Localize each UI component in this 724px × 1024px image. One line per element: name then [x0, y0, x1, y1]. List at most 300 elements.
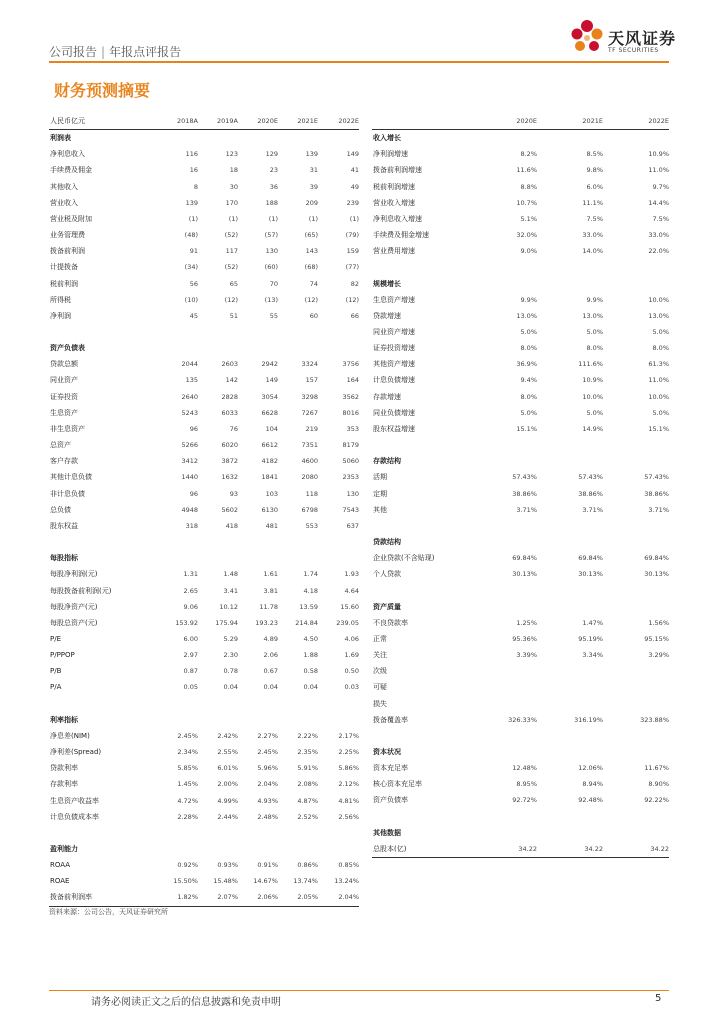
- column-header: 2020E: [472, 113, 537, 130]
- table-row: [372, 712, 669, 728]
- cell-value: 2.42%: [217, 731, 238, 740]
- cell-value: 1.88: [303, 651, 318, 660]
- row-label: 总股本(亿): [372, 841, 472, 858]
- cell-value: [278, 534, 318, 550]
- cell-value: 1632: [221, 473, 238, 482]
- cell-value: (79): [345, 231, 359, 240]
- cell-value: 31: [309, 166, 318, 175]
- cell-value: 1.82%: [157, 889, 198, 906]
- cell-value: 5.0%: [586, 408, 603, 417]
- cell-value: 34.22: [472, 841, 537, 858]
- cell-value: [472, 534, 537, 550]
- cell-value: 1.47%: [582, 618, 603, 627]
- cell-value: [238, 340, 278, 356]
- row-label: 资产负债率: [373, 796, 408, 805]
- cell-value: 18: [229, 166, 238, 175]
- cell-value: 60: [309, 311, 318, 320]
- cell-value: [198, 825, 238, 841]
- cell-value: 418: [225, 521, 238, 530]
- table-row: [49, 615, 359, 631]
- cell-value: 5.0%: [652, 328, 669, 337]
- cell-value: 103: [265, 489, 278, 498]
- cell-value: 38.86%: [644, 489, 669, 498]
- cell-value: 8016: [342, 408, 359, 417]
- row-label: 不良贷款率: [373, 618, 408, 627]
- row-label: 拨备前利润: [50, 247, 85, 256]
- cell-value: [603, 276, 669, 292]
- cell-value: 13.0%: [516, 311, 537, 320]
- row-label: 每股总资产(元): [50, 618, 98, 627]
- row-label: 资本充足率: [373, 764, 408, 773]
- table-row: [372, 227, 669, 243]
- cell-value: 36.9%: [516, 360, 537, 369]
- cell-value: 157: [305, 376, 318, 385]
- cell-value: [198, 841, 238, 857]
- cell-value: 2.27%: [257, 731, 278, 740]
- cell-value: 3324: [301, 360, 318, 369]
- cell-value: 111.6%: [578, 360, 603, 369]
- row-label: 生息资产收益率: [50, 796, 99, 805]
- row-label: 同业负债增速: [373, 408, 415, 417]
- row-label: 营业费用增速: [373, 247, 415, 256]
- cell-value: 33.0%: [582, 231, 603, 240]
- row-label: 客户存款: [50, 457, 78, 466]
- cell-value: 6.00: [183, 634, 198, 643]
- table-row: [49, 857, 359, 873]
- cell-value: (65): [304, 231, 318, 240]
- cell-value: 2.08%: [297, 780, 318, 789]
- growth-ratios-table: [372, 113, 669, 858]
- cell-value: [157, 324, 198, 340]
- table-row: [49, 486, 359, 502]
- cell-value: 135: [185, 376, 198, 385]
- section-header-row: [372, 534, 669, 550]
- row-label: 其他: [373, 505, 387, 514]
- table-row: [49, 292, 359, 308]
- cell-value: 13.0%: [648, 311, 669, 320]
- cell-value: 56: [189, 279, 198, 288]
- table-row: [372, 405, 669, 421]
- cell-value: 5.0%: [520, 328, 537, 337]
- cell-value: 8.95%: [516, 780, 537, 789]
- cell-value: 41: [350, 166, 359, 175]
- cell-value: 1.45%: [177, 780, 198, 789]
- cell-value: 1440: [181, 473, 198, 482]
- cell-value: 4.93%: [257, 796, 278, 805]
- row-label: 证券投资增速: [373, 344, 415, 353]
- table-row: [372, 776, 669, 792]
- cell-value: [318, 696, 359, 712]
- cell-value: [198, 550, 238, 566]
- row-label: 损失: [373, 699, 387, 708]
- cell-value: [472, 453, 537, 469]
- cell-value: 118: [305, 489, 318, 498]
- cell-value: 32.0%: [516, 231, 537, 240]
- cell-value: 0.86%: [297, 861, 318, 870]
- cell-value: [318, 340, 359, 356]
- cell-value: 481: [265, 521, 278, 530]
- cell-value: 0.78: [223, 667, 238, 676]
- section-label: 存款结构: [373, 457, 401, 466]
- cell-value: 34.22: [537, 841, 603, 858]
- row-label: 同业资产: [50, 376, 78, 385]
- table-row: [49, 453, 359, 469]
- footer-disclaimer: 请务必阅读正文之后的信息披露和免责申明: [91, 997, 281, 1008]
- row-label: P/A: [50, 683, 62, 692]
- row-label: [372, 259, 472, 275]
- cell-value: [603, 825, 669, 841]
- cell-value: 4.72%: [177, 796, 198, 805]
- section-header-row: [49, 130, 359, 147]
- cell-value: [603, 696, 669, 712]
- report-type: 年报点评报告: [109, 45, 182, 59]
- cell-value: 13.59: [299, 602, 318, 611]
- cell-value: [278, 825, 318, 841]
- spacer-row: [49, 324, 359, 340]
- cell-value: 8.0%: [586, 344, 603, 353]
- cell-value: (13): [264, 295, 278, 304]
- cell-value: [318, 841, 359, 857]
- table-row: [372, 179, 669, 195]
- table-row: [49, 405, 359, 421]
- table-row: [49, 518, 359, 534]
- table-row: [49, 599, 359, 615]
- cell-value: 3.39%: [516, 651, 537, 660]
- cell-value: 170: [225, 198, 238, 207]
- cell-value: 5243: [181, 408, 198, 417]
- cell-value: 15.50%: [173, 877, 198, 886]
- cell-value: [603, 534, 669, 550]
- column-header: 人民币亿元: [49, 113, 157, 130]
- cell-value: [278, 324, 318, 340]
- cell-value: 92.22%: [644, 796, 669, 805]
- cell-value: 30.13%: [512, 570, 537, 579]
- cell-value: 30.13%: [644, 570, 669, 579]
- cell-value: 8.94%: [582, 780, 603, 789]
- cell-value: [198, 130, 238, 147]
- cell-value: 57.43%: [644, 473, 669, 482]
- row-label: 营业收入: [50, 198, 78, 207]
- cell-value: [318, 324, 359, 340]
- logo-flower-icon: [568, 18, 606, 58]
- cell-value: (57): [264, 231, 278, 240]
- cell-value: 14.4%: [648, 198, 669, 207]
- cell-value: 69.84%: [644, 554, 669, 563]
- cell-value: [198, 340, 238, 356]
- table-row: [49, 728, 359, 744]
- cell-value: 8: [193, 182, 198, 191]
- spacer-row: [49, 534, 359, 550]
- row-label: 净利润: [50, 311, 71, 320]
- column-header: 2022E: [318, 113, 359, 130]
- cell-value: 4.64: [344, 586, 359, 595]
- column-header: 2020E: [238, 113, 278, 130]
- row-label: [49, 324, 157, 340]
- cell-value: 11.1%: [582, 198, 603, 207]
- cell-value: [318, 130, 359, 147]
- logo-subtext: TF SECURITIES: [608, 47, 659, 54]
- cell-value: 239: [346, 198, 359, 207]
- cell-value: 2.05%: [278, 889, 318, 906]
- cell-value: 2603: [221, 360, 238, 369]
- cell-value: 3.81: [263, 586, 278, 595]
- row-label: 其他计息负债: [50, 473, 92, 482]
- table-row: [49, 760, 359, 776]
- section-header-row: [49, 841, 359, 857]
- cell-value: [472, 744, 537, 760]
- cell-value: 55: [269, 311, 278, 320]
- cell-value: [238, 696, 278, 712]
- cell-value: 2.45%: [257, 748, 278, 757]
- row-label: 正常: [373, 634, 387, 643]
- table-header-row: [372, 113, 669, 130]
- cell-value: 7.5%: [652, 214, 669, 223]
- cell-value: 0.04: [263, 683, 278, 692]
- cell-value: 95.19%: [578, 634, 603, 643]
- table-row: [49, 873, 359, 889]
- cell-value: 3562: [342, 392, 359, 401]
- table-row: [372, 469, 669, 485]
- row-label: [372, 582, 472, 598]
- cell-value: 38.86%: [512, 489, 537, 498]
- table-row: [49, 227, 359, 243]
- cell-value: 11.78: [259, 602, 278, 611]
- cell-value: 5.0%: [586, 328, 603, 337]
- cell-value: 323.88%: [640, 715, 669, 724]
- row-label: 营业税及附加: [50, 214, 92, 223]
- cell-value: 143: [305, 247, 318, 256]
- row-label: 贷款增速: [373, 311, 401, 320]
- cell-value: [603, 437, 669, 453]
- row-label: 每股净资产(元): [50, 602, 98, 611]
- cell-value: 76: [229, 424, 238, 433]
- cell-value: 15.48%: [213, 877, 238, 886]
- cell-value: 8.0%: [652, 344, 669, 353]
- cell-value: [278, 841, 318, 857]
- row-label: 净利息收入: [50, 150, 85, 159]
- cell-value: 2.65: [183, 586, 198, 595]
- cell-value: 4.06: [344, 634, 359, 643]
- section-label: 每股指标: [50, 554, 78, 563]
- cell-value: 3.71%: [516, 505, 537, 514]
- table-row: [49, 566, 359, 582]
- table-row: [49, 437, 359, 453]
- cell-value: [537, 728, 603, 744]
- cell-value: 4.18: [303, 586, 318, 595]
- row-label: 每股拨备前利润(元): [50, 586, 112, 595]
- cell-value: 95.36%: [512, 634, 537, 643]
- row-label: 股东权益增速: [373, 424, 415, 433]
- source-note: 资料来源：公司公告，天风证券研究所: [49, 908, 168, 916]
- cell-value: 2.97: [183, 651, 198, 660]
- row-label: 非生息资产: [50, 424, 85, 433]
- row-label: 计息负债增速: [373, 376, 415, 385]
- cell-value: 2080: [301, 473, 318, 482]
- cell-value: 164: [346, 376, 359, 385]
- row-label: 手续费及佣金增速: [373, 231, 429, 240]
- cell-value: 10.9%: [648, 150, 669, 159]
- cell-value: 117: [225, 247, 238, 256]
- cell-value: (1): [268, 214, 278, 223]
- table-row: [49, 372, 359, 388]
- cell-value: 2.48%: [257, 812, 278, 821]
- cell-value: 3.71%: [582, 505, 603, 514]
- row-label: P/B: [50, 667, 62, 676]
- column-header: 2021E: [278, 113, 318, 130]
- cell-value: 326.33%: [508, 715, 537, 724]
- cell-value: 139: [185, 198, 198, 207]
- cell-value: 15.60: [340, 602, 359, 611]
- cell-value: 5060: [342, 457, 359, 466]
- cell-value: 61.3%: [648, 360, 669, 369]
- cell-value: 219: [305, 424, 318, 433]
- table-row: [372, 566, 669, 582]
- row-label: 拨备覆盖率: [373, 715, 408, 724]
- cell-value: 8.2%: [520, 150, 537, 159]
- cell-value: [537, 696, 603, 712]
- cell-value: 3.41: [223, 586, 238, 595]
- table-row: [49, 469, 359, 485]
- cell-value: [537, 582, 603, 598]
- cell-value: [472, 728, 537, 744]
- table-row: [49, 631, 359, 647]
- financial-forecast-table: [49, 113, 359, 907]
- report-category: 公司报告: [49, 45, 98, 59]
- cell-value: 10.0%: [648, 392, 669, 401]
- table-row: [49, 647, 359, 663]
- table-row: [49, 889, 359, 906]
- cell-value: 5.96%: [257, 764, 278, 773]
- cell-value: 2353: [342, 473, 359, 482]
- cell-value: 2.30: [223, 651, 238, 660]
- row-label: 税前利润增速: [373, 182, 415, 191]
- cell-value: 91: [189, 247, 198, 256]
- cell-value: 2044: [181, 360, 198, 369]
- cell-value: 92.72%: [512, 796, 537, 805]
- cell-value: 14.67%: [253, 877, 278, 886]
- cell-value: 9.9%: [586, 295, 603, 304]
- cell-value: 9.9%: [520, 295, 537, 304]
- cell-value: 2.34%: [177, 748, 198, 757]
- row-label: 手续费及佣金: [50, 166, 92, 175]
- cell-value: 13.24%: [334, 877, 359, 886]
- row-label: 存款利率: [50, 780, 78, 789]
- cell-value: 130: [346, 489, 359, 498]
- row-label: 企业贷款(不含贴现): [373, 554, 435, 563]
- cell-value: 10.0%: [582, 392, 603, 401]
- column-header: 2018A: [157, 113, 198, 130]
- row-label: 总负债: [50, 505, 71, 514]
- cell-value: (52): [224, 263, 238, 272]
- cell-value: 318: [185, 521, 198, 530]
- cell-value: [157, 130, 198, 147]
- row-label: [49, 696, 157, 712]
- cell-value: 2.35%: [297, 748, 318, 757]
- cell-value: 10.7%: [516, 198, 537, 207]
- table-row: [372, 679, 669, 695]
- cell-value: 7543: [342, 505, 359, 514]
- cell-value: 38.86%: [578, 489, 603, 498]
- column-header: 2019A: [198, 113, 238, 130]
- cell-value: [157, 550, 198, 566]
- cell-value: (68): [304, 263, 318, 272]
- cell-value: 159: [346, 247, 359, 256]
- row-label: 计息负债成本率: [50, 812, 99, 821]
- cell-value: 2.04%: [318, 889, 359, 906]
- section-title: 财务预测摘要: [54, 81, 151, 100]
- section-header-row: [372, 599, 669, 615]
- cell-value: 11.0%: [648, 376, 669, 385]
- cell-value: [537, 809, 603, 825]
- cell-value: 1.25%: [516, 618, 537, 627]
- row-label: 活期: [373, 473, 387, 482]
- cell-value: 51: [229, 311, 238, 320]
- cell-value: 6612: [261, 441, 278, 450]
- cell-value: 2.06: [263, 651, 278, 660]
- cell-value: 214.84: [295, 618, 318, 627]
- cell-value: [537, 825, 603, 841]
- cell-value: [238, 550, 278, 566]
- cell-value: [238, 841, 278, 857]
- row-label: [372, 518, 472, 534]
- header-separator: |: [101, 45, 106, 59]
- cell-value: 5266: [181, 441, 198, 450]
- cell-value: 8.0%: [520, 392, 537, 401]
- cell-value: [537, 518, 603, 534]
- table-row: [49, 259, 359, 275]
- cell-value: [537, 663, 603, 679]
- row-label: 其他资产增速: [373, 360, 415, 369]
- section-label: 贷款结构: [373, 538, 401, 547]
- cell-value: 93: [229, 489, 238, 498]
- cell-value: 49: [350, 182, 359, 191]
- cell-value: 11.6%: [516, 166, 537, 175]
- cell-value: 3.29%: [648, 651, 669, 660]
- cell-value: 34.22: [603, 841, 669, 858]
- cell-value: [472, 276, 537, 292]
- table-row: [49, 679, 359, 695]
- table-row: [372, 663, 669, 679]
- cell-value: 2640: [181, 392, 198, 401]
- table-row: [49, 809, 359, 825]
- row-label: 其他收入: [50, 182, 78, 191]
- cell-value: 1.56%: [648, 618, 669, 627]
- cell-value: (48): [184, 231, 198, 240]
- row-label: ROAA: [50, 861, 71, 870]
- row-label: 拨备前利润率: [49, 889, 157, 906]
- cell-value: 9.06: [183, 602, 198, 611]
- cell-value: 129: [265, 150, 278, 159]
- cell-value: 123: [225, 150, 238, 159]
- cell-value: [157, 534, 198, 550]
- row-label: [372, 437, 472, 453]
- cell-value: [238, 534, 278, 550]
- cell-value: 1.61: [263, 570, 278, 579]
- table-row: [49, 146, 359, 162]
- cell-value: 36: [269, 182, 278, 191]
- cell-value: 1.48: [223, 570, 238, 579]
- column-header: [372, 113, 472, 130]
- row-label: 净利息收入增速: [373, 214, 422, 223]
- cell-value: 12.48%: [512, 764, 537, 773]
- row-label: 证券投资: [50, 392, 78, 401]
- cell-value: 5.1%: [520, 214, 537, 223]
- cell-value: 7.5%: [586, 214, 603, 223]
- cell-value: 4.87%: [297, 796, 318, 805]
- cell-value: [278, 696, 318, 712]
- section-header-row: [372, 825, 669, 841]
- cell-value: [472, 696, 537, 712]
